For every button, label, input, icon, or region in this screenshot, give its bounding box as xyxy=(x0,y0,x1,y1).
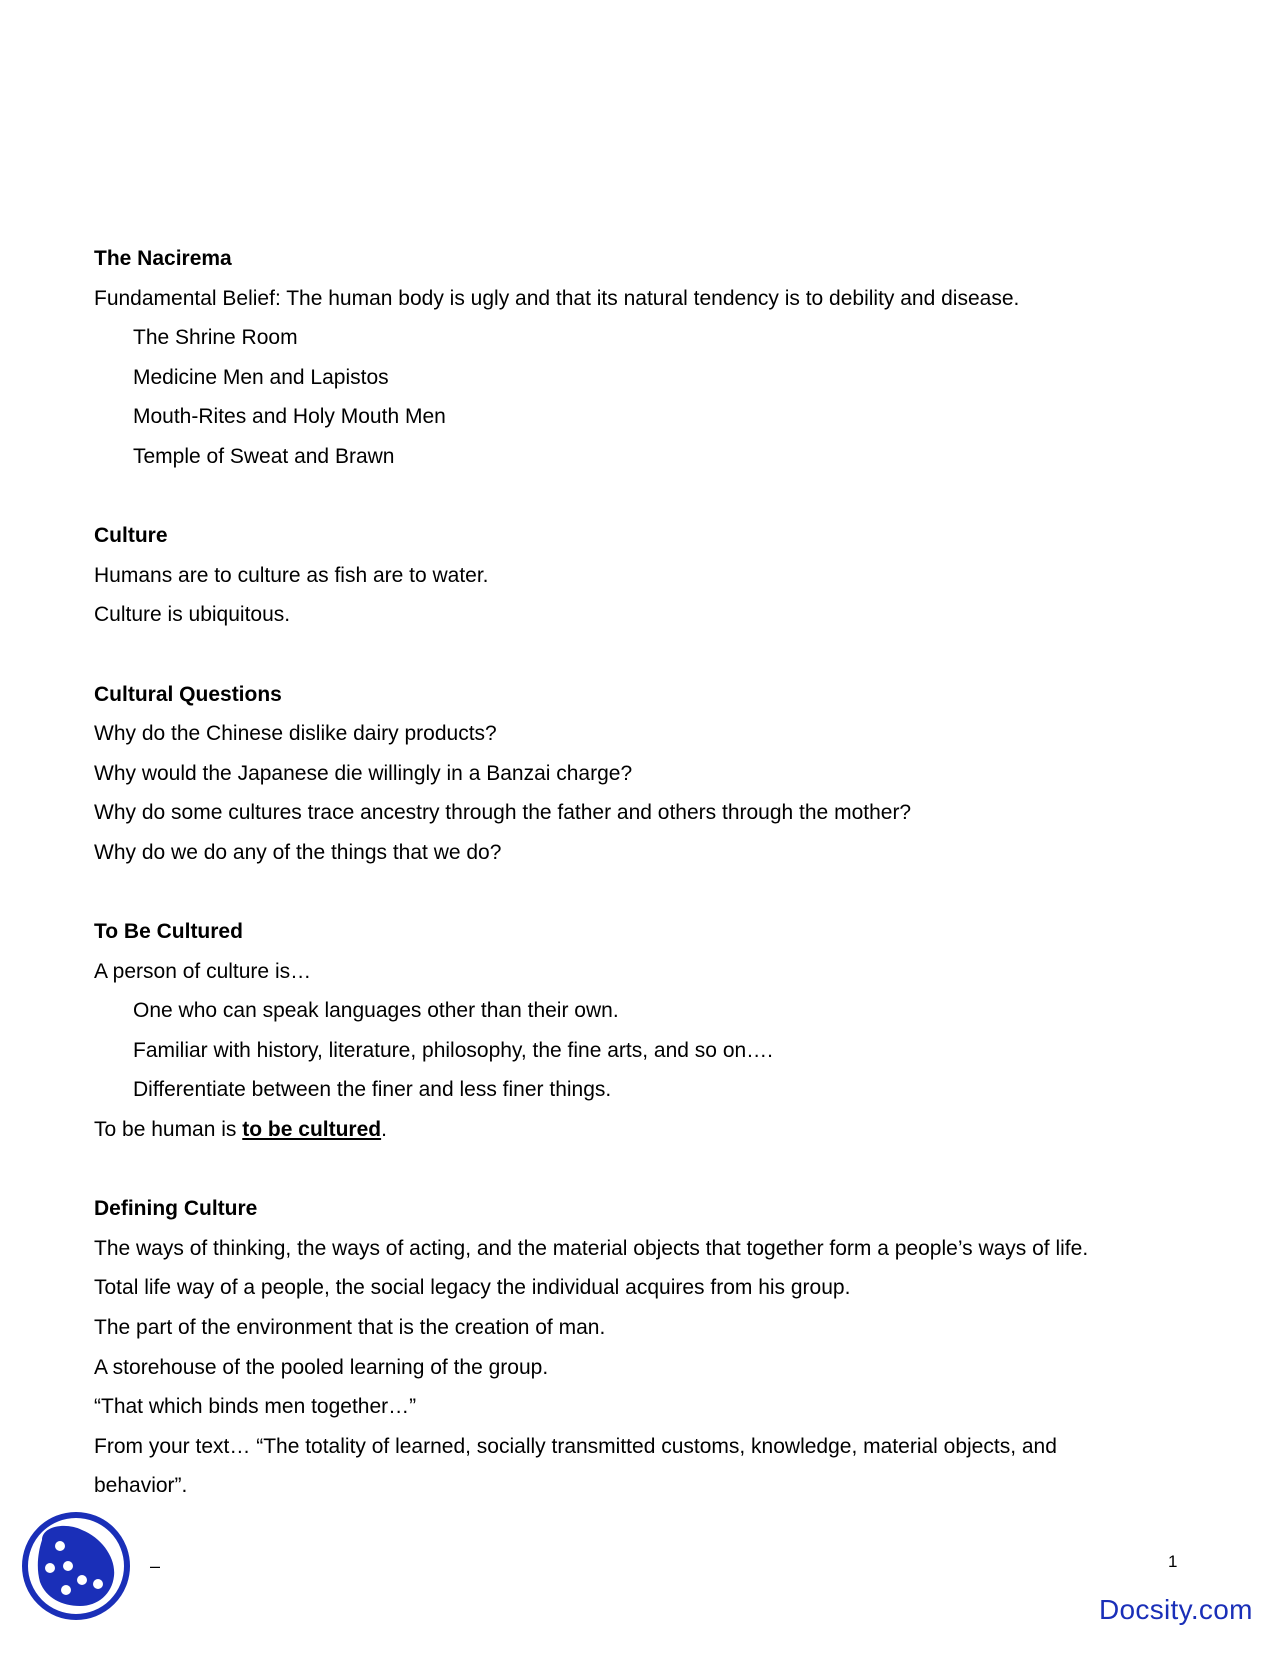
question-line: Why do some cultures trace ancestry through the father and others through the mother? xyxy=(94,801,912,825)
cultured-item: One who can speak languages other than their own. xyxy=(133,999,619,1023)
section-heading-culture: Culture xyxy=(94,524,168,548)
culture-line: Culture is ubiquitous. xyxy=(94,603,291,627)
question-line: Why do the Chinese dislike dairy products? xyxy=(94,722,497,746)
docsity-logo-icon xyxy=(20,1510,132,1622)
footer-dash: – xyxy=(150,1556,161,1576)
fundamental-belief: Fundamental Belief: The human body is ugly and that its natural tendency is to debility and disease. xyxy=(94,286,1020,310)
spacer xyxy=(94,1150,1204,1190)
definition-line: Total life way of a people, the social legacy the individual acquires from his group. xyxy=(94,1276,851,1300)
section-heading-to-be-cultured: To Be Cultured xyxy=(94,920,243,944)
definition-line: “That which binds men together…” xyxy=(94,1395,417,1419)
definition-line: The part of the environment that is the creation of man. xyxy=(94,1316,606,1340)
cultured-conclusion xyxy=(94,1110,1204,1150)
conclusion-emphasis: to be cultured xyxy=(242,1118,382,1142)
cultured-intro: A person of culture is… xyxy=(94,959,312,983)
cultured-item: Differentiate between the finer and less finer things. xyxy=(133,1078,612,1102)
nacirema-item: Medicine Men and Lapistos xyxy=(133,365,389,389)
cultured-item: Familiar with history, literature, philosophy, the fine arts, and so on…. xyxy=(133,1038,774,1062)
section-heading-nacirema: The Nacirema xyxy=(94,247,232,270)
document-body xyxy=(94,239,1204,1506)
spacer xyxy=(94,635,1204,675)
culture-line: Humans are to culture as fish are to water. xyxy=(94,563,489,587)
spacer xyxy=(94,873,1204,913)
conclusion-suffix: . xyxy=(381,1118,387,1142)
question-line: Why do we do any of the things that we do? xyxy=(94,840,502,864)
docsity-brand-link[interactable]: Docsity.com xyxy=(1099,1594,1253,1625)
question-line: Why would the Japanese die willingly in a Banzai charge? xyxy=(94,761,633,785)
nacirema-item: Mouth-Rites and Holy Mouth Men xyxy=(133,405,446,429)
spacer xyxy=(94,477,1204,517)
section-heading-defining-culture: Defining Culture xyxy=(94,1197,258,1221)
definition-line: A storehouse of the pooled learning of the group. xyxy=(94,1355,549,1379)
text-quote-line: behavior”. xyxy=(94,1474,188,1498)
page-number: 1 xyxy=(1168,1552,1178,1571)
nacirema-item: The Shrine Room xyxy=(133,326,298,350)
nacirema-item: Temple of Sweat and Brawn xyxy=(133,444,395,468)
definition-line: The ways of thinking, the ways of acting, and the material objects that together form a people’s ways of life. xyxy=(94,1236,1089,1260)
text-quote-line: From your text… “The totality of learned, socially transmitted customs, knowledge, material objects, and xyxy=(94,1434,1057,1458)
section-heading-cultural-questions: Cultural Questions xyxy=(94,682,282,706)
conclusion-prefix: To be human is xyxy=(94,1118,243,1142)
